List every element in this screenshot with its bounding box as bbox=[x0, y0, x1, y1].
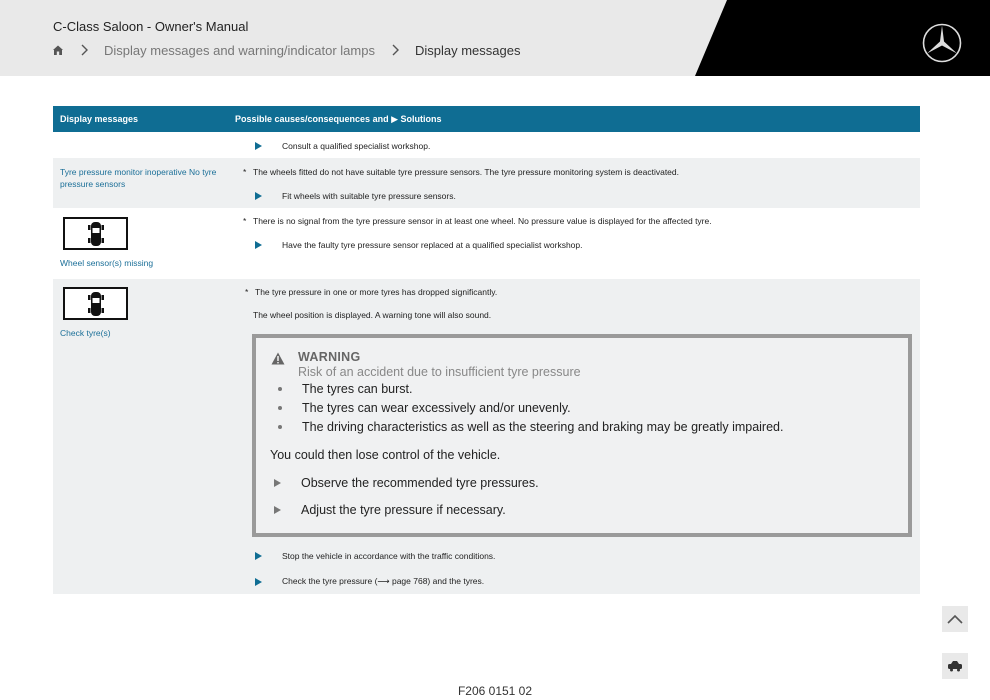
breadcrumb-item-display-messages[interactable]: Display messages bbox=[414, 42, 521, 58]
car-symbol-button[interactable] bbox=[942, 653, 968, 679]
solution-arrow-icon bbox=[255, 192, 262, 200]
message-link-check-tyres[interactable]: Check tyre(s) bbox=[60, 328, 111, 338]
display-messages-table bbox=[53, 106, 920, 594]
solution-text: Have the faulty tyre pressure sensor replaced at a qualified specialist workshop. bbox=[282, 240, 583, 250]
solution-text: Consult a qualified specialist workshop. bbox=[282, 141, 431, 151]
table-row bbox=[53, 158, 920, 208]
solution-arrow-icon bbox=[255, 241, 262, 249]
cause-text: * The wheels fitted do not have suitable tyre pressure sensors. The tyre pressure monitoring system is deactivated. bbox=[243, 167, 679, 177]
warning-bullet: The driving characteristics as well as the steering and braking may be greatly impaired. bbox=[278, 420, 783, 434]
page-number: F206 0151 02 bbox=[457, 684, 533, 698]
chevron-up-icon bbox=[947, 614, 963, 624]
column-header-causes-solutions: Possible causes/consequences and ▶ Solutions bbox=[235, 114, 442, 124]
cause-text: * The tyre pressure in one or more tyres has dropped significantly. bbox=[245, 287, 498, 297]
solution-step bbox=[255, 240, 583, 250]
solution-step bbox=[255, 191, 456, 201]
cause-text: * There is no signal from the tyre pressure sensor in at least one wheel. No pressure value is displayed for the affected tyre. bbox=[243, 216, 712, 226]
chevron-right-icon bbox=[80, 44, 88, 56]
table-header bbox=[53, 106, 920, 132]
message-link-tyre-pressure-monitor-inoperative[interactable]: Tyre pressure monitor inoperative No tyre pressure sensors bbox=[60, 167, 217, 189]
warning-triangle-icon bbox=[271, 352, 285, 365]
column-header-display-messages: Display messages bbox=[60, 114, 139, 124]
warning-box bbox=[252, 334, 912, 537]
table-row bbox=[53, 208, 920, 279]
table-row bbox=[53, 279, 920, 594]
cause-text: The wheel position is displayed. A warning tone will also sound. bbox=[253, 310, 492, 320]
solution-step bbox=[255, 551, 495, 561]
message-link-wheel-sensors-missing[interactable]: Wheel sensor(s) missing bbox=[60, 258, 154, 268]
solution-arrow-icon bbox=[255, 578, 262, 586]
warning-step: Adjust the tyre pressure if necessary. bbox=[274, 503, 506, 517]
solution-step bbox=[255, 576, 484, 587]
solution-arrow-icon bbox=[255, 142, 262, 150]
car-tyre-display-icon bbox=[63, 287, 128, 320]
chevron-right-icon bbox=[391, 44, 399, 56]
car-tyre-display-icon bbox=[63, 217, 128, 250]
scroll-to-top-button[interactable] bbox=[942, 606, 968, 632]
breadcrumb bbox=[52, 42, 520, 58]
warning-title: WARNING bbox=[298, 350, 361, 364]
solution-text: Stop the vehicle in accordance with the traffic conditions. bbox=[282, 551, 496, 561]
home-icon[interactable] bbox=[52, 44, 64, 56]
mercedes-star-icon[interactable] bbox=[921, 22, 963, 64]
car-symbol-icon bbox=[947, 660, 963, 672]
warning-bullet: The tyres can wear excessively and/or unevenly. bbox=[278, 401, 571, 415]
warning-bullet: The tyres can burst. bbox=[278, 382, 412, 396]
solution-text: Fit wheels with suitable tyre pressure sensors. bbox=[282, 191, 456, 201]
solution-text: Check the tyre pressure (⟶ page 768) and the tyres. bbox=[282, 576, 485, 586]
manual-title: C-Class Saloon - Owner's Manual bbox=[53, 19, 249, 34]
solution-step bbox=[255, 141, 430, 151]
breadcrumb-item-display-messages-and-lamps[interactable]: Display messages and warning/indicator lamps bbox=[104, 42, 375, 58]
warning-text: You could then lose control of the vehicle. bbox=[270, 448, 501, 462]
table-row bbox=[53, 132, 920, 158]
warning-step: Observe the recommended tyre pressures. bbox=[274, 476, 539, 490]
warning-subtitle: Risk of an accident due to insufficient tyre pressure bbox=[298, 365, 581, 379]
solution-arrow-icon bbox=[255, 552, 262, 560]
